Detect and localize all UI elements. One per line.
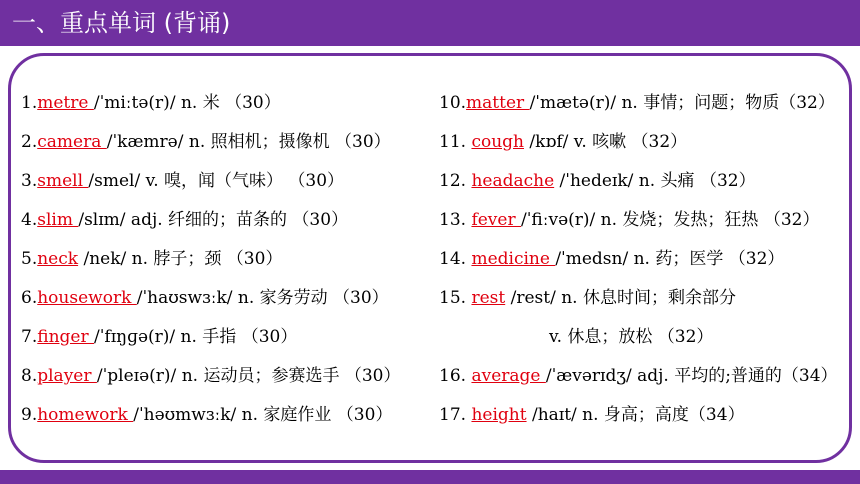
vocab-word: smell [37, 171, 89, 191]
vocab-item-continuation [549, 325, 713, 349]
vocab-item [21, 286, 389, 310]
vocab-word: average [471, 366, 546, 386]
item-number: 11. [439, 132, 472, 152]
slide-title: 一、重点单词 (背诵) [12, 9, 231, 37]
vocab-definition: /ˈmætə(r)/ n. 事情；问题；物质（32） [529, 93, 835, 113]
vocab-definition: /haɪt/ n. 身高；高度（34） [526, 405, 745, 425]
vocab-word: homework [37, 405, 134, 425]
vocab-word: player [37, 366, 97, 386]
vocab-item [21, 364, 400, 388]
vocab-definition: /ˈmedsn/ n. 药；医学 （32） [555, 249, 785, 269]
vocab-item [439, 208, 819, 232]
title-bar [0, 0, 860, 46]
vocab-definition: /rest/ n. 休息时间；剩余部分 [505, 288, 736, 308]
vocab-word: rest [471, 288, 506, 308]
vocab-definition: /nek/ n. 脖子；颈 （30） [78, 249, 283, 269]
vocab-definition: /ˈpleɪə(r)/ n. 运动员；参赛选手 （30） [96, 366, 401, 386]
vocab-word: medicine [471, 249, 556, 269]
vocab-word: metre [37, 93, 94, 113]
vocab-item [439, 364, 838, 388]
item-number: 15. [439, 288, 472, 308]
item-number: 16. [439, 366, 472, 386]
vocab-item [439, 247, 784, 271]
vocab-item [439, 130, 687, 154]
vocab-word: height [471, 405, 527, 425]
item-number: 4. [21, 210, 38, 230]
vocab-definition: /ˈmiːtə(r)/ n. 米 （30） [93, 93, 281, 113]
vocab-word: cough [471, 132, 524, 152]
vocab-item [439, 286, 736, 310]
vocab-item [439, 169, 756, 193]
item-number: 14. [439, 249, 472, 269]
vocab-item [439, 91, 835, 115]
vocab-definition: /ˈfɪŋɡə(r)/ n. 手指 （30） [94, 327, 298, 347]
vocab-definition: /kɒf/ v. 咳嗽 （32） [524, 132, 688, 152]
item-number: 7. [21, 327, 38, 347]
vocab-word: neck [37, 249, 79, 269]
item-number: 3. [21, 171, 38, 191]
vocab-definition: /ˈævərɪdʒ/ adj. 平均的;普通的（34） [545, 366, 838, 386]
vocab-definition: /slɪm/ adj. 纤细的；苗条的 （30） [78, 210, 349, 230]
vocab-definition: /ˈkæmrə/ n. 照相机；摄像机 （30） [106, 132, 391, 152]
item-number: 17. [439, 405, 472, 425]
vocab-word: finger [37, 327, 94, 347]
vocab-item [21, 247, 282, 271]
vocab-definition: /ˈhaʊswɜːk/ n. 家务劳动 （30） [136, 288, 389, 308]
vocab-definition: /smel/ v. 嗅，闻（气味） （30） [88, 171, 345, 191]
vocabulary-card [8, 53, 852, 463]
item-number: 1. [21, 93, 38, 113]
item-number: 8. [21, 366, 38, 386]
item-number: 12. [439, 171, 472, 191]
vocab-word: headache [471, 171, 555, 191]
vocab-item [21, 130, 391, 154]
vocab-word: camera [37, 132, 107, 152]
vocab-definition: /ˈhedeɪk/ n. 头痛 （32） [554, 171, 756, 191]
vocab-item [21, 208, 348, 232]
vocab-definition: /ˈfiːvə(r)/ n. 发烧；发热；狂热 （32） [521, 210, 820, 230]
vocab-item [21, 403, 392, 427]
vocab-item [21, 169, 344, 193]
item-number: 9. [21, 405, 38, 425]
item-number: 2. [21, 132, 38, 152]
bottom-bar [0, 470, 860, 484]
item-number: 6. [21, 288, 38, 308]
item-number: 13. [439, 210, 472, 230]
vocab-item [21, 325, 297, 349]
vocab-definition: v. 休息；放松 （32） [549, 327, 714, 347]
vocab-word: housework [37, 288, 137, 308]
vocab-item [439, 403, 745, 427]
vocab-definition: /ˈhəʊmwɜːk/ n. 家庭作业 （30） [133, 405, 393, 425]
vocab-word: fever [471, 210, 522, 230]
item-number: 10. [439, 93, 467, 113]
vocab-item [21, 91, 281, 115]
vocab-word: slim [37, 210, 79, 230]
vocab-word: matter [466, 93, 530, 113]
item-number: 5. [21, 249, 38, 269]
